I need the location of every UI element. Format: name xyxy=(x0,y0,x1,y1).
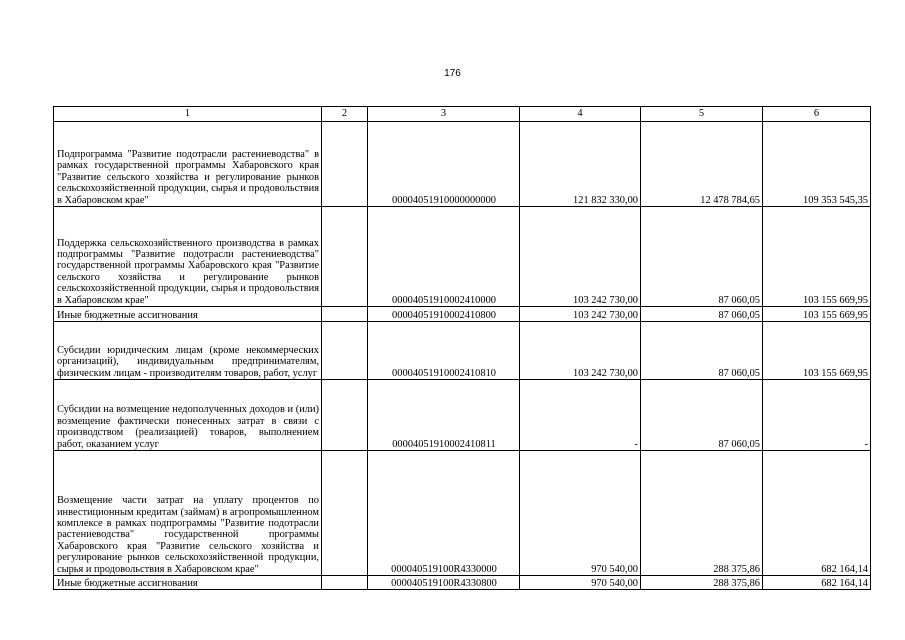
row-col4: 103 242 730,00 xyxy=(520,307,641,322)
column-header: 5 xyxy=(641,107,763,122)
table-row xyxy=(54,380,871,451)
row-col4: - xyxy=(520,380,641,451)
row-name: Подпрограмма "Развитие подотрасли растениеводства" в рамках государственной программы Хабаровского края "Развитие сельского хозяйства и регулирование рынков сельскохозяйственной продукции, сырья и продовольствия в Хабаровском крае" xyxy=(54,122,322,207)
row-code: 00004051910002410810 xyxy=(368,322,520,380)
table-row xyxy=(54,207,871,307)
row-col2 xyxy=(322,451,368,576)
row-code: 00004051910000000000 xyxy=(368,122,520,207)
row-col5: 87 060,05 xyxy=(641,380,763,451)
row-col2 xyxy=(322,322,368,380)
row-col4: 970 540,00 xyxy=(520,576,641,590)
row-name: Возмещение части затрат на уплату процентов по инвестиционным кредитам (займам) в агропромышленном комплексе в рамках подпрограммы "Развитие подотрасли растениеводства" государственной программы Хабаровского края "Развитие сельского хозяйства и регулирование рынков сельскохозяйственной продукции, сырья и продовольствия в Хабаровском крае" xyxy=(54,451,322,576)
column-header: 1 xyxy=(54,107,322,122)
row-col2 xyxy=(322,307,368,322)
row-col6: 103 155 669,95 xyxy=(763,322,871,380)
row-col5: 87 060,05 xyxy=(641,307,763,322)
row-col6: 109 353 545,35 xyxy=(763,122,871,207)
row-col2 xyxy=(322,380,368,451)
row-col2 xyxy=(322,576,368,590)
row-col6: 103 155 669,95 xyxy=(763,207,871,307)
row-col2 xyxy=(322,122,368,207)
row-col6: 682 164,14 xyxy=(763,451,871,576)
row-col6: - xyxy=(763,380,871,451)
row-name: Иные бюджетные ассигнования xyxy=(54,576,322,590)
row-code: 000040519100R4330000 xyxy=(368,451,520,576)
row-col6: 103 155 669,95 xyxy=(763,307,871,322)
column-header: 2 xyxy=(322,107,368,122)
row-code: 00004051910002410811 xyxy=(368,380,520,451)
budget-table xyxy=(53,106,871,590)
row-col4: 103 242 730,00 xyxy=(520,322,641,380)
row-name: Субсидии юридическим лицам (кроме некоммерческих организаций), индивидуальным предпринимателям, физическим лицам - производителям товаров, работ, услуг xyxy=(54,322,322,380)
row-col5: 288 375,86 xyxy=(641,451,763,576)
row-col4: 970 540,00 xyxy=(520,451,641,576)
page-number: 176 xyxy=(444,68,461,79)
column-header: 3 xyxy=(368,107,520,122)
table-row xyxy=(54,122,871,207)
row-col4: 121 832 330,00 xyxy=(520,122,641,207)
row-code: 00004051910002410000 xyxy=(368,207,520,307)
row-col5: 87 060,05 xyxy=(641,322,763,380)
table-row xyxy=(54,576,871,590)
row-col4: 103 242 730,00 xyxy=(520,207,641,307)
row-col6: 682 164,14 xyxy=(763,576,871,590)
column-header: 6 xyxy=(763,107,871,122)
row-code: 000040519100R4330800 xyxy=(368,576,520,590)
table-row xyxy=(54,322,871,380)
table-row xyxy=(54,307,871,322)
table-row xyxy=(54,451,871,576)
row-col5: 12 478 784,65 xyxy=(641,122,763,207)
row-col5: 288 375,86 xyxy=(641,576,763,590)
row-col5: 87 060,05 xyxy=(641,207,763,307)
row-name: Субсидии на возмещение недополученных доходов и (или) возмещение фактически понесенных затрат в связи с производством (реализацией) товаров, выполнением работ, оказанием услуг xyxy=(54,380,322,451)
header-row xyxy=(54,107,871,122)
row-col2 xyxy=(322,207,368,307)
row-name: Поддержка сельскохозяйственного производства в рамках подпрограммы "Развитие подотрасли растениеводства" государственной программы Хабаровского края "Развитие сельского хозяйства и регулирование рынков сельскохозяйственной продукции, сырья и продовольствия в Хабаровском крае" xyxy=(54,207,322,307)
column-header: 4 xyxy=(520,107,641,122)
row-name: Иные бюджетные ассигнования xyxy=(54,307,322,322)
row-code: 00004051910002410800 xyxy=(368,307,520,322)
